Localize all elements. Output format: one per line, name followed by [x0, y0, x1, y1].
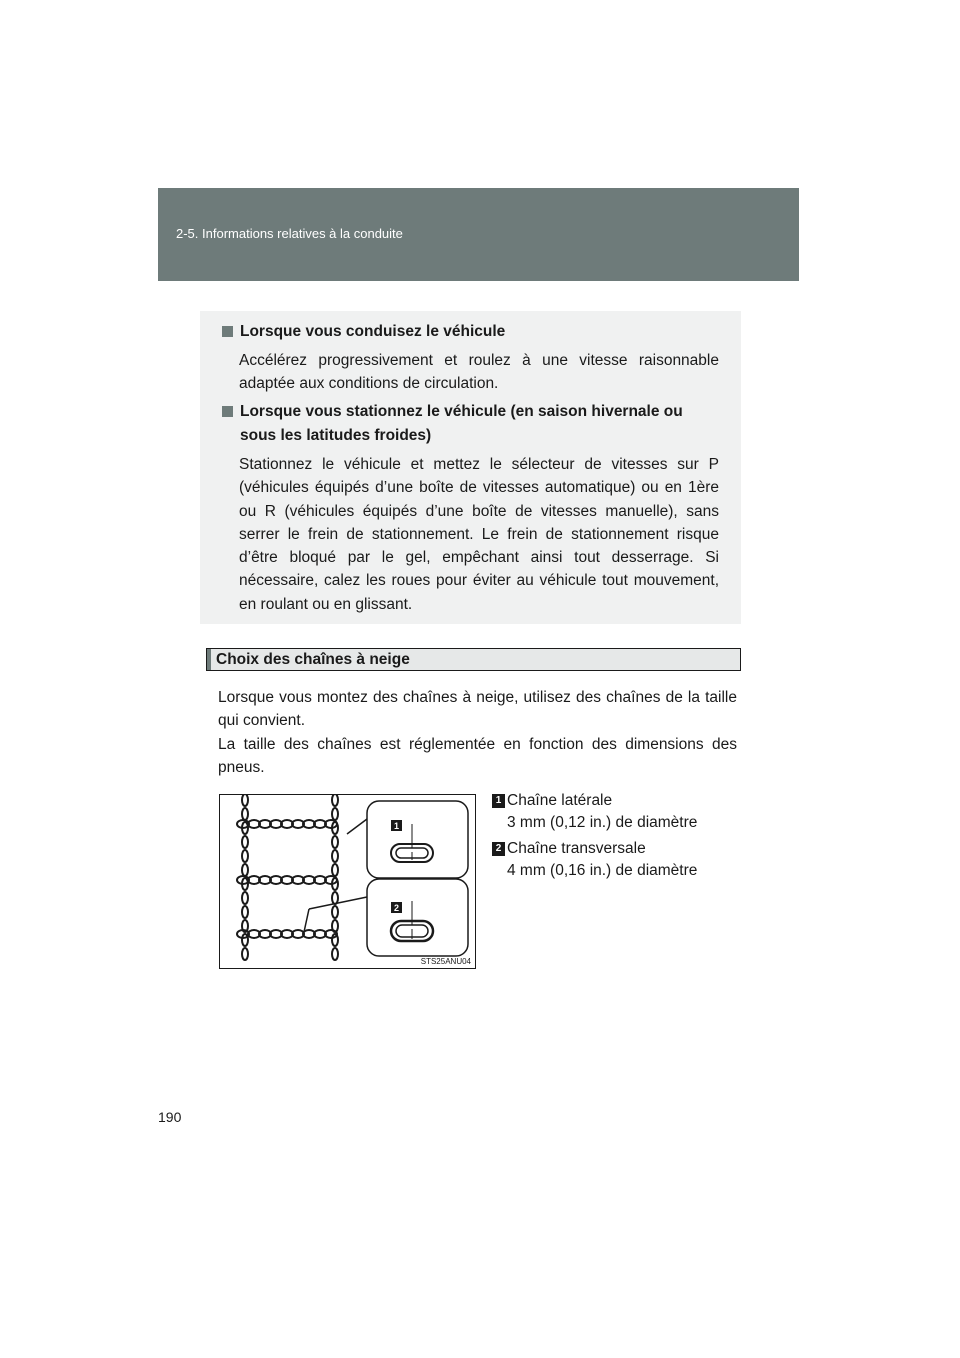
note-parking	[222, 400, 719, 616]
note-title: Lorsque vous stationnez le véhicule (en saison hivernale ou sous les latitudes froides)	[222, 400, 719, 448]
legend-item-side-chain	[490, 790, 740, 834]
driving-notes-box	[200, 311, 741, 624]
intro-paragraph: La taille des chaînes est réglementée en fonction des dimensions des pneus.	[218, 735, 737, 776]
legend-item-cross-chain	[490, 838, 740, 882]
square-bullet-icon	[222, 326, 233, 337]
square-bullet-icon	[222, 406, 233, 417]
legend-name: Chaîne latérale	[507, 792, 613, 809]
section-header	[158, 188, 799, 281]
page-number: 190	[158, 1109, 182, 1125]
heading-accent-bar	[207, 649, 211, 670]
figure-code: STS25ANU04	[420, 957, 471, 966]
section-header-title: 2-5. Informations relatives à la conduite	[176, 226, 403, 241]
legend-name: Chaîne transversale	[507, 840, 646, 857]
legend-spec: 4 mm (0,16 in.) de diamètre	[507, 862, 698, 879]
callout-number: 2	[393, 903, 400, 913]
intro-paragraph: Lorsque vous montez des chaînes à neige, utilisez des chaînes de la taille qui convient.	[218, 689, 737, 730]
figure-legend	[490, 790, 740, 886]
number-badge: 2	[492, 842, 505, 856]
section-heading	[206, 648, 741, 671]
section-heading-text: Choix des chaînes à neige	[216, 651, 410, 668]
snow-chain-figure	[219, 794, 476, 969]
note-title: Lorsque vous conduisez le véhicule	[222, 320, 719, 344]
note-body: Stationnez le véhicule et mettez le sélecteur de vitesses sur P (véhicules équipés d’une boîte de vitesses automatique) ou en 1ère ou R (véhicules équipés d’une boîte de vitesses manuelle), sans serrer le frein de stationnement. Le frein de stationnement risque d’être bloqué par le gel, empêchant ainsi tout desserrage. Si nécessaire, calez les roues pour éviter au véhicule tout mouvement, en roulant ou en glissant.	[239, 456, 719, 613]
number-badge: 1	[492, 794, 505, 808]
legend-spec: 3 mm (0,12 in.) de diamètre	[507, 814, 698, 831]
note-driving	[222, 320, 719, 396]
callout-number: 1	[393, 821, 400, 831]
section-intro	[218, 686, 737, 779]
snow-chain-illustration	[219, 794, 476, 969]
note-body: Accélérez progressivement et roulez à une vitesse raisonnable adaptée aux conditions de circulation.	[239, 352, 719, 393]
